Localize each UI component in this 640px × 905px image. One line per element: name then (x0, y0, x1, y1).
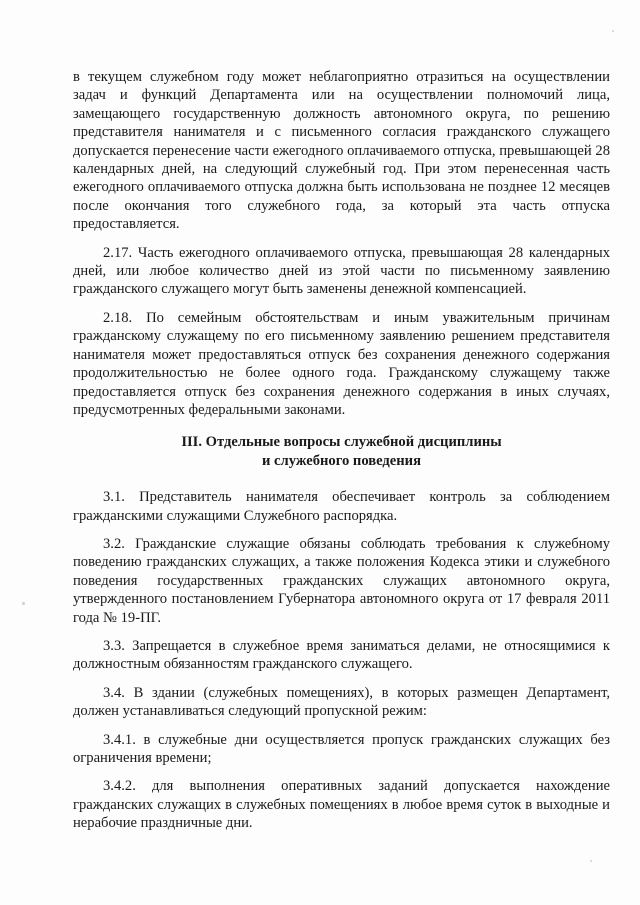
scan-speck (590, 860, 592, 862)
paragraph-2-18: 2.18. По семейным обстоятельствам и иным уважительным причинам гражданскому служащему по его письменному заявлению решением представителя нанимателя может предоставляться отпуск без сохранения денежного содержания продолжительностью не более одного года. Гражданскому служащему также предоставляется отпуск без сохранения денежного содержания в иных случаях, предусмотренных федеральными законами. (73, 309, 610, 418)
scan-speck (612, 30, 614, 32)
paragraph-3-4-1: 3.4.1. в служебные дни осуществляется пропуск гражданских служащих без ограничения времени; (73, 731, 610, 766)
paragraph-3-3: 3.3. Запрещается в служебное время заниматься делами, не относящимися к должностным обязанностям гражданского служащего. (73, 637, 610, 673)
paragraph-3-4-2: 3.4.2. для выполнения оперативных заданий допускается нахождение гражданских служащих в служебных помещениях в любое время суток в выходные и нерабочие праздничные дни. (73, 778, 610, 832)
section-heading (73, 433, 610, 470)
paragraph-2-17: 2.17. Часть ежегодного оплачиваемого отпуска, превышающая 28 календарных дней, или любое количество дней из этой части по письменному заявлению гражданского служащего могут быть заменены денежной компенсацией. (73, 244, 610, 298)
scan-speck (22, 602, 25, 605)
paragraph-continuation: в текущем служебном году может неблагоприятно отразиться на осуществлении задач и функций Департамента или на осуществлении полномочий лица, замещающего государственную должность автономного округа, по решению представителя нанимателя и с письменного согласия гражданского служащего допускается перенесение части ежегодного оплачиваемого отпуска, превышающей 28 календарных дней, на следующий служебный год. При этом перенесенная часть ежегодного оплачиваемого отпуска должна быть использована не позднее 12 месяцев после окончания того служебного года, за который эта часть отпуска предоставляется. (73, 69, 610, 233)
section-heading-line-2: и служебного поведения (262, 452, 421, 469)
paragraph-3-4: 3.4. В здании (служебных помещениях), в которых размещен Департамент, должен устанавливаться следующий пропускной режим: (73, 684, 610, 720)
section-heading-line-1: III. Отдельные вопросы служебной дисциплины (181, 434, 502, 451)
paragraph-3-1: 3.1. Представитель нанимателя обеспечивает контроль за соблюдением гражданскими служащими Служебного распорядка. (73, 489, 610, 524)
paragraph-3-2: 3.2. Гражданские служащие обязаны соблюдать требования к служебному поведению гражданских служащих, а также положения Кодекса этики и служебного поведения государственных гражданских служащих автономного округа, утвержденного постановлением Губернатора автономного округа от 17 февраля 2011 года № 19-ПГ. (73, 535, 610, 626)
document-body (73, 68, 610, 843)
